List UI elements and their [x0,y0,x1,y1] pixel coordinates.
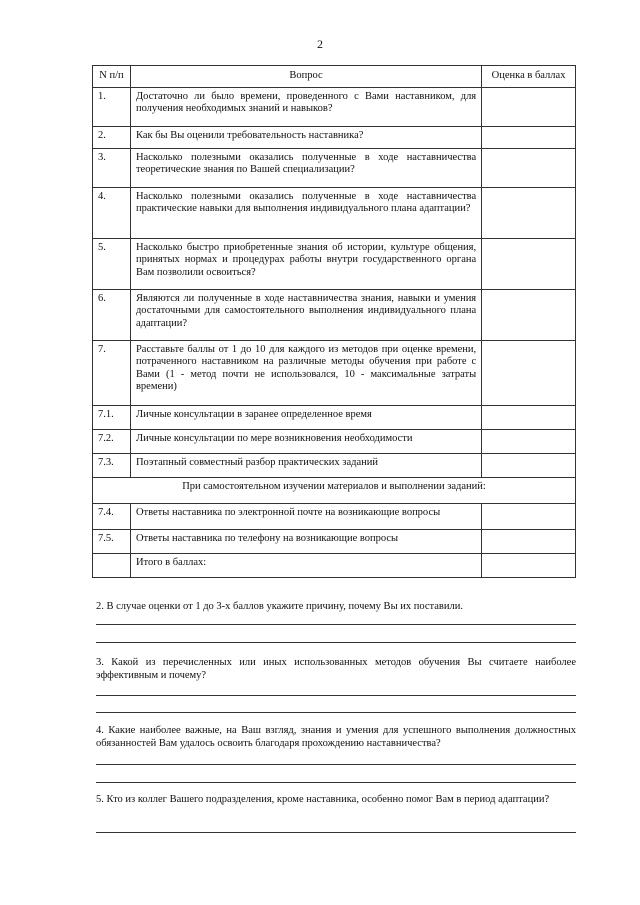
row-question: Насколько полезными оказались полученные в ходе наставничества теоретические знания по Вашей специализации? [130,149,481,188]
questionnaire-table [92,65,576,578]
row-num: 2. [93,127,131,149]
row-num: 4. [93,188,131,239]
table-row [93,149,576,188]
table-row [93,88,576,127]
table-row [93,430,576,454]
score-cell[interactable] [482,430,576,454]
section-header: При самостоятельном изучении материалов и выполнении заданий: [93,478,576,504]
answer-line[interactable] [96,782,576,783]
row-question: Поэтапный совместный разбор практических заданий [130,454,481,478]
row-question: Достаточно ли было времени, проведенного с Вами наставником, для получения необходимых знаний и навыков? [130,88,481,127]
row-question: Насколько быстро приобретенные знания об истории, культуре общения, принятых нормах и процедурах работы внутри государственного органа Вам позволили освоиться? [130,239,481,290]
row-question: Являются ли полученные в ходе наставничества знания, навыки и умения достаточными для самостоятельного выполнения индивидуального плана адаптации? [130,290,481,341]
table-row [93,454,576,478]
open-question-3 [96,657,576,683]
score-cell[interactable] [482,341,576,406]
answer-line[interactable] [96,712,576,713]
row-question: Ответы наставника по телефону на возникающие вопросы [130,530,481,554]
total-row [93,554,576,578]
total-score-cell[interactable] [482,554,576,578]
score-cell[interactable] [482,239,576,290]
answer-line[interactable] [96,695,576,696]
table-row [93,530,576,554]
table-row [93,290,576,341]
score-cell[interactable] [482,454,576,478]
table-row [93,188,576,239]
row-num: 7. [93,341,131,406]
row-num: 3. [93,149,131,188]
row-num: 7.2. [93,430,131,454]
question-text: 3. Какой из перечисленных или иных использованных методов обучения Вы считаете наиболее эффективным и почему? [96,657,576,681]
score-cell[interactable] [482,406,576,430]
score-cell[interactable] [482,127,576,149]
score-cell[interactable] [482,504,576,530]
row-num: 6. [93,290,131,341]
table-row [93,239,576,290]
answer-line[interactable] [96,832,576,833]
open-question-5 [96,794,576,807]
row-num: 1. [93,88,131,127]
score-cell[interactable] [482,149,576,188]
answer-line[interactable] [96,642,576,643]
row-num: 7.5. [93,530,131,554]
score-cell[interactable] [482,290,576,341]
row-question: Расставьте баллы от 1 до 10 для каждого из методов при оценке времени, потраченного наставником на различные методы обучения при работе с Вами (1 - метод почти не использовался, 10 - максимальные затраты времени) [130,341,481,406]
question-text: 4. Какие наиболее важные, на Ваш взгляд, знания и умения для успешного выполнения должностных обязанностей Вам удалось освоить благодаря прохождению наставничества? [96,725,576,749]
open-question-2 [96,601,576,614]
table-row [93,341,576,406]
total-label: Итого в баллах: [130,554,481,578]
row-question: Как бы Вы оценили требовательность наставника? [130,127,481,149]
table-row [93,406,576,430]
answer-line[interactable] [96,764,576,765]
row-num: 7.4. [93,504,131,530]
header-score: Оценка в баллах [482,66,576,88]
row-question: Ответы наставника по электронной почте на возникающие вопросы [130,504,481,530]
open-question-4 [96,725,576,751]
row-num: 5. [93,239,131,290]
table-row [93,504,576,530]
question-text: 5. Кто из коллег Вашего подразделения, кроме наставника, особенно помог Вам в период адаптации? [96,794,550,805]
total-num-cell [93,554,131,578]
row-num: 7.3. [93,454,131,478]
table-row [93,127,576,149]
row-question: Личные консультации по мере возникновения необходимости [130,430,481,454]
table-header-row [93,66,576,88]
score-cell[interactable] [482,530,576,554]
score-cell[interactable] [482,188,576,239]
header-num: N п/п [93,66,131,88]
score-cell[interactable] [482,88,576,127]
page-number: 2 [317,37,323,51]
header-question: Вопрос [130,66,481,88]
answer-line[interactable] [96,624,576,625]
row-num: 7.1. [93,406,131,430]
row-question: Личные консультации в заранее определенное время [130,406,481,430]
section-row [93,478,576,504]
row-question: Насколько полезными оказались полученные в ходе наставничества практические навыки для выполнения индивидуального плана адаптации? [130,188,481,239]
question-text: 2. В случае оценки от 1 до 3-х баллов укажите причину, почему Вы их поставили. [96,601,463,612]
